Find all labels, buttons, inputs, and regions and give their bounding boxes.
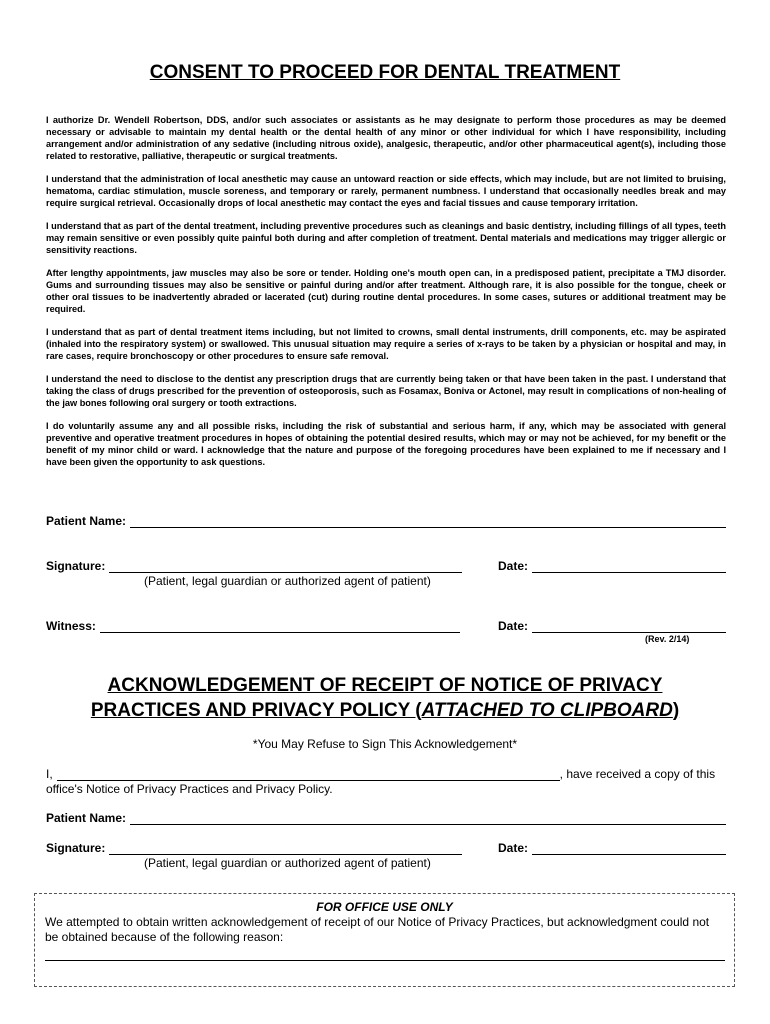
consent-title: CONSENT TO PROCEED FOR DENTAL TREATMENT	[149, 62, 621, 83]
ack-signature-field[interactable]	[109, 840, 462, 855]
ack-date-field[interactable]	[532, 840, 726, 855]
date-field[interactable]	[532, 558, 726, 573]
ack-date-row	[498, 840, 726, 855]
ack-patient-name-row	[46, 810, 726, 825]
refuse-note: *You May Refuse to Sign This Acknowledgement*	[252, 737, 518, 751]
ack-received-text-2: office's Notice of Privacy Practices and Privacy Policy.	[46, 782, 333, 796]
consent-paragraph: I understand that the administration of local anesthetic may cause an untoward reaction or side effects, which may include, but are not limited to bruising, hematoma, cardiac stimulation, muscle soreness, and temporary or rarely, permanent numbness. I understand that occasionally needles break and may require surgical retrieval. Occasionally drops of local anesthetic may contact the eyes and facial tissues and cause temporary irritation.	[46, 174, 726, 208]
consent-signature-row	[46, 558, 462, 573]
consent-date-row	[498, 558, 726, 573]
ack-patient-name-label: Patient Name:	[46, 811, 127, 825]
witness-date-row	[498, 618, 726, 633]
revision-note: (Rev. 2/14)	[645, 634, 690, 644]
consent-patient-name-row	[46, 513, 726, 528]
consent-paragraphs	[46, 114, 726, 479]
ack-signature-label: Signature:	[46, 841, 106, 855]
witness-date-label: Date:	[498, 619, 529, 633]
patient-name-label: Patient Name:	[46, 514, 127, 528]
signature-label: Signature:	[46, 559, 106, 573]
witness-row	[46, 618, 460, 633]
office-use-title: FOR OFFICE USE ONLY	[316, 900, 453, 914]
consent-paragraph: I understand that as part of the dental treatment, including preventive procedures such as cleanings and basic dentistry, including fillings of all types, teeth may remain sensitive or even possibly quite painful both during and after completion of treatment. Dental materials and medications may trigger allergic or sensitivity reactions.	[46, 221, 726, 255]
office-use-box	[34, 893, 735, 987]
office-reason-field[interactable]	[45, 960, 725, 961]
signature-field[interactable]	[109, 558, 462, 573]
consent-paragraph: I authorize Dr. Wendell Robertson, DDS, and/or such associates or assistants as he may designate to perform those procedures as may be deemed necessary or advisable to maintain my dental health or the dental health of any minor or other individual for which I have responsibility, including arrangement and/or administration of any sedative (including nitrous oxide), analgesic, therapeutic, and/or other pharmaceutical agent(s), including those related to restorative, palliative, therapeutic or surgical treatments.	[46, 115, 726, 161]
office-use-text: We attempted to obtain written acknowledgement of receipt of our Notice of Privacy Practices, but acknowledgment could not be obtained because of the following reason:	[45, 915, 710, 944]
signature-caption: (Patient, legal guardian or authorized agent of patient)	[144, 574, 431, 588]
date-label: Date:	[498, 559, 529, 573]
acknowledgement-title-line1: ACKNOWLEDGEMENT OF RECEIPT OF NOTICE OF PRIVACY	[107, 675, 663, 696]
ack-signature-caption: (Patient, legal guardian or authorized agent of patient)	[144, 856, 431, 870]
ack-name-field[interactable]	[57, 766, 560, 781]
consent-paragraph: I do voluntarily assume any and all possible risks, including the risk of substantial and serious harm, if any, which may be associated with general preventive and operative treatment procedures in hopes of obtaining the potential desired results, which may or may not be achieved, for my benefit or the benefit of my minor child or ward. I acknowledge that the nature and purpose of the foregoing procedures have been explained to me if necessary and I have been given the opportunity to ask questions.	[46, 421, 726, 467]
consent-paragraph: I understand the need to disclose to the dentist any prescription drugs that are currently being taken or that have been taken in the past. I understand that taking the class of drugs prescribed for the prevention of osteoporosis, such as Fosamax, Boniva or Actonel, may result in complications of non-healing of the jaw bones following oral surgery or tooth extractions.	[46, 374, 726, 408]
ack-i-label: I,	[46, 767, 53, 781]
consent-paragraph: I understand that as part of dental treatment items including, but not limited to crowns, small dental instruments, drill components, etc. may be aspirated (inhaled into the respiratory system) or swallowed. This unusual situation may require a series of x-rays to be taken by a physician or hospital and may, in rare cases, require bronchoscopy or other procedures to ensure safe removal.	[46, 327, 726, 361]
ack-signature-row	[46, 840, 462, 855]
acknowledgement-title	[0, 673, 770, 723]
ack-title-italic: ATTACHED TO CLIPBOARD	[421, 700, 673, 721]
ack-patient-name-field[interactable]	[130, 810, 726, 825]
acknowledgement-title-line2	[0, 698, 770, 723]
witness-field[interactable]	[100, 618, 460, 633]
patient-name-field[interactable]	[130, 513, 726, 528]
ack-receipt-row	[46, 766, 726, 781]
ack-title-prefix: PRACTICES AND PRIVACY POLICY (	[90, 700, 422, 721]
ack-received-text: , have received a copy of this	[559, 767, 716, 781]
ack-date-label: Date:	[498, 841, 529, 855]
witness-date-field[interactable]	[532, 618, 726, 633]
consent-paragraph: After lengthy appointments, jaw muscles may also be sore or tender. Holding one's mouth open can, in a predisposed patient, precipitate a TMJ disorder. Gums and surrounding tissues may also be sensitive or painful during and/or after treatment. Although rare, it is also possible for the tongue, cheek or other oral tissues to be inadvertently abraded or lacerated (cut) during routine dental procedures. In some cases, sutures or additional treatment may be required.	[46, 268, 726, 314]
witness-label: Witness:	[46, 619, 96, 633]
ack-title-suffix: )	[672, 700, 680, 721]
